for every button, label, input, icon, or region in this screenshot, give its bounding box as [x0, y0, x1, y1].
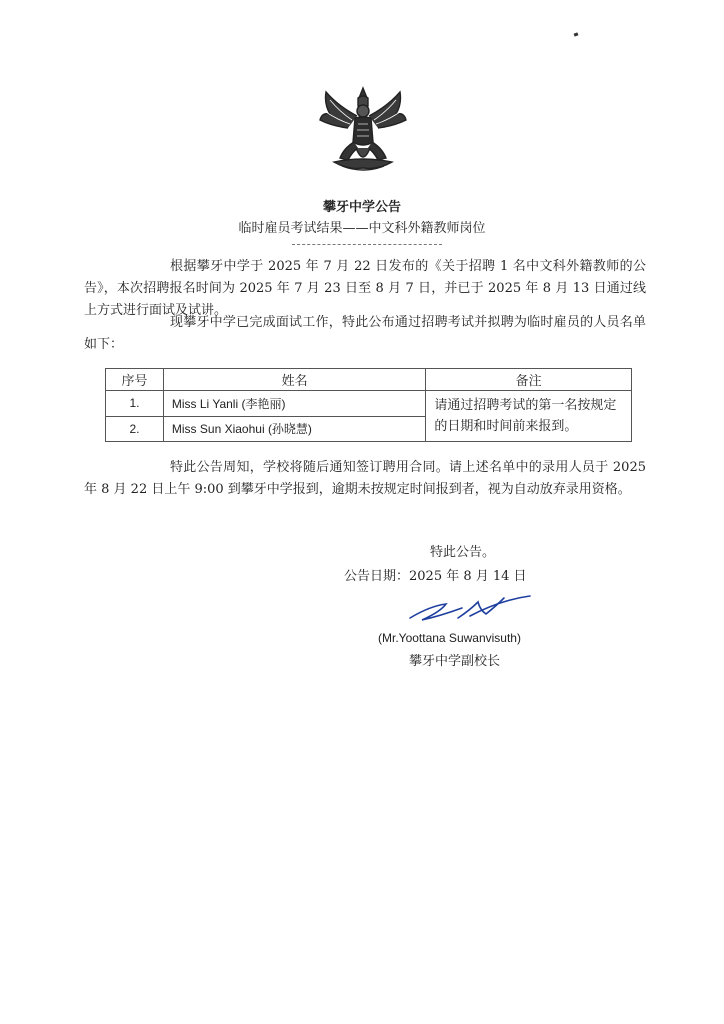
signer-role: 攀牙中学副校长: [409, 654, 501, 669]
row-name: Miss Li Yanli (李艳丽): [163, 391, 425, 417]
row-number: 2.: [106, 416, 164, 442]
results-table: [105, 368, 632, 442]
row-number: 1.: [106, 391, 164, 417]
table-header-row: [106, 369, 632, 391]
paragraph-list-intro: 现攀牙中学已完成面试工作，特此公布通过招聘考试并拟聘为临时雇员的人员名单如下：: [84, 315, 646, 352]
header-remark: 备注: [426, 369, 632, 391]
header-name: 姓名: [163, 369, 425, 391]
notice-date: 公告日期：2025 年 8 月 14 日: [344, 569, 527, 584]
row-remark: 请通过招聘考试的第一名按规定的日期和时间前来报到。: [426, 391, 632, 442]
signer-name: (Mr.Yoottana Suwanvisuth): [378, 631, 521, 645]
header-number: 序号: [106, 369, 164, 391]
row-name: Miss Sun Xiaohui (孙晓慧): [163, 416, 425, 442]
paragraph-announcement: 根据攀牙中学于 2025 年 7 月 22 日发布的《关于招聘 1 名中文科外籍教师的公告》，本次招聘报名时间为 2025 年 7 月 23 日至 8 月 7 日，并已于 2025 年 8 月 13 日通过线上方式进行面试及试讲。: [84, 259, 646, 318]
notice-subtitle: 临时雇员考试结果——中文科外籍教师岗位: [238, 221, 486, 236]
notice-title: 攀牙中学公告: [322, 200, 401, 215]
garuda-emblem-icon: [318, 86, 408, 176]
signature-icon: [400, 588, 540, 628]
closing-text: 特此公告。: [430, 545, 496, 560]
paragraph-reporting: 特此公告周知，学校将随后通知签订聘用合同。请上述名单中的录用人员于 2025 年 8 月 22 日上午 9:00 到攀牙中学报到，逾期未按规定时间报到者，视为自动放弃录用资格。: [84, 460, 646, 497]
scan-speck: [574, 32, 579, 36]
header-divider: [292, 244, 442, 245]
table-row: [106, 391, 632, 417]
